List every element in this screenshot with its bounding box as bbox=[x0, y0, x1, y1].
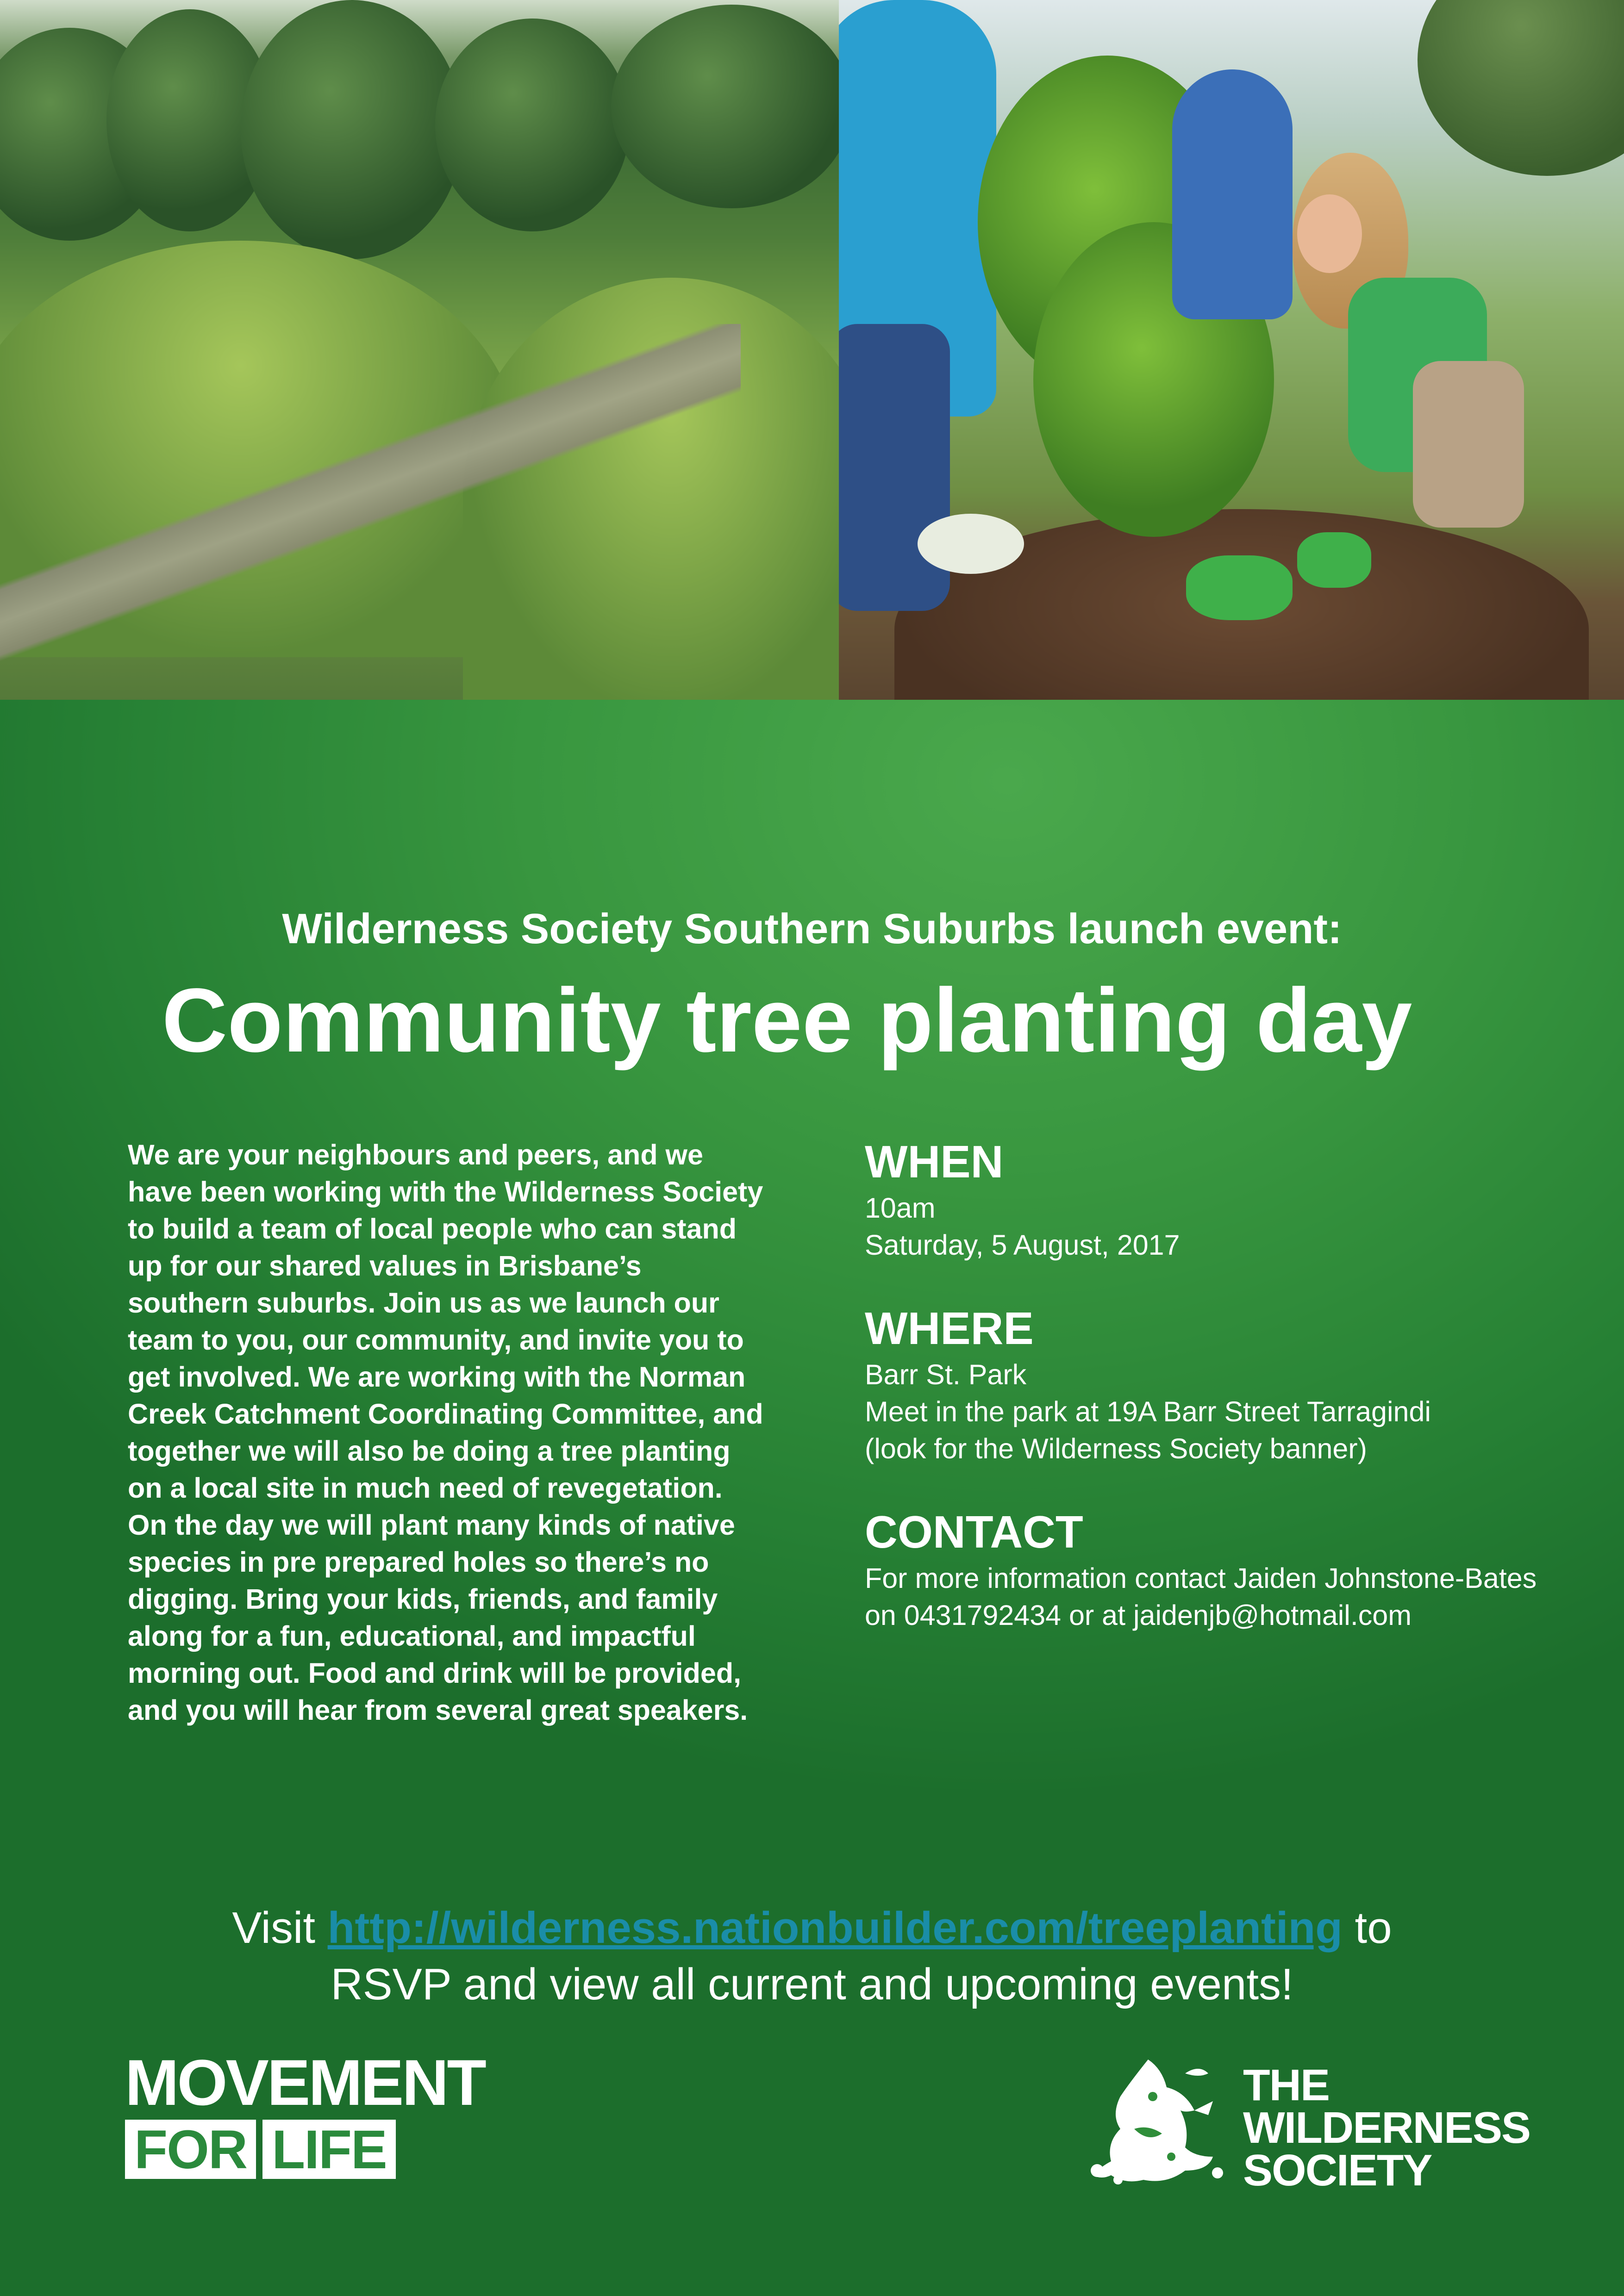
movement-logo-word-life: LIFE bbox=[262, 2120, 396, 2179]
contact-details: For more information contact Jaiden Johnstone-Bates on 0431792434 or at jaidenjb@hotmail.com bbox=[865, 1562, 1537, 1631]
girl-face bbox=[1297, 194, 1362, 273]
when-heading: WHEN bbox=[865, 1136, 1004, 1187]
where-heading: WHERE bbox=[865, 1303, 1034, 1354]
venue-name: Barr St. Park bbox=[865, 1359, 1027, 1390]
rsvp-line2: RSVP and view all current and upcoming events! bbox=[331, 1960, 1293, 2009]
event-title: Community tree planting day bbox=[162, 970, 1412, 1071]
tree-shape bbox=[241, 0, 463, 259]
event-details bbox=[865, 1134, 1559, 1634]
wilderness-society-logo bbox=[1079, 2055, 1542, 2203]
wilderness-society-wordmark bbox=[1243, 2060, 1530, 2195]
platypus-emblem-icon bbox=[1079, 2055, 1236, 2194]
contact-heading: CONTACT bbox=[865, 1506, 1083, 1557]
where-section bbox=[865, 1300, 1559, 1467]
contact-section bbox=[865, 1504, 1559, 1634]
event-subheading: Wilderness Society Southern Suburbs launch event: bbox=[282, 905, 1342, 952]
tws-line3: SOCIETY bbox=[1243, 2146, 1432, 2195]
creek-water bbox=[0, 324, 741, 700]
adult-jeans bbox=[839, 324, 950, 611]
movement-logo-line1: MOVEMENT bbox=[125, 2046, 485, 2119]
tws-line2: WILDERNESS bbox=[1243, 2103, 1530, 2153]
creek-photo bbox=[0, 0, 839, 700]
venue-address: Meet in the park at 19A Barr Street Tarragindi bbox=[865, 1396, 1431, 1427]
intro-paragraph: We are your neighbours and peers, and we have been working with the Wilderness Society to build a team of local people who can stand up for our shared values in Brisbane’s southern suburbs. Join us as we launch our team to you, our community, and invite you to get involved. We are working with the Norman Creek Catchment Coordinating Committee, and together we will also be doing a tree planting on a local site in much need of revegetation. On the day we will plant many kinds of native species in pre prepared holes so there’s no digging. Bring your kids, friends, and family along for a fun, educational, and impactful morning out. Food and drink will be provided, and you will hear from several great speakers. bbox=[128, 1139, 763, 1726]
when-section bbox=[865, 1134, 1559, 1263]
rsvp-suffix: to bbox=[1342, 1903, 1392, 1953]
movement-for-life-logo bbox=[125, 2046, 485, 2180]
event-time: 10am bbox=[865, 1192, 936, 1224]
child-shirt bbox=[1172, 69, 1293, 319]
event-date: Saturday, 5 August, 2017 bbox=[865, 1229, 1180, 1261]
tree-shape bbox=[1418, 0, 1624, 176]
tree-shape bbox=[611, 5, 839, 208]
glove-shape bbox=[918, 514, 1024, 574]
venue-note: (look for the Wilderness Society banner) bbox=[865, 1433, 1367, 1464]
glove-shape bbox=[1297, 532, 1371, 588]
tws-line1: THE bbox=[1243, 2060, 1329, 2110]
tree-shape bbox=[435, 19, 630, 231]
rsvp-prefix: Visit bbox=[232, 1903, 328, 1953]
movement-logo-word-for: FOR bbox=[125, 2120, 256, 2179]
rsvp-text bbox=[0, 1900, 1624, 2013]
tree-planting-photo bbox=[839, 0, 1624, 700]
rsvp-link[interactable]: http://wilderness.nationbuilder.com/treeplanting bbox=[327, 1903, 1343, 1953]
girl-trousers bbox=[1413, 361, 1524, 528]
movement-logo-line2 bbox=[125, 2120, 485, 2179]
glove-shape bbox=[1186, 555, 1293, 620]
